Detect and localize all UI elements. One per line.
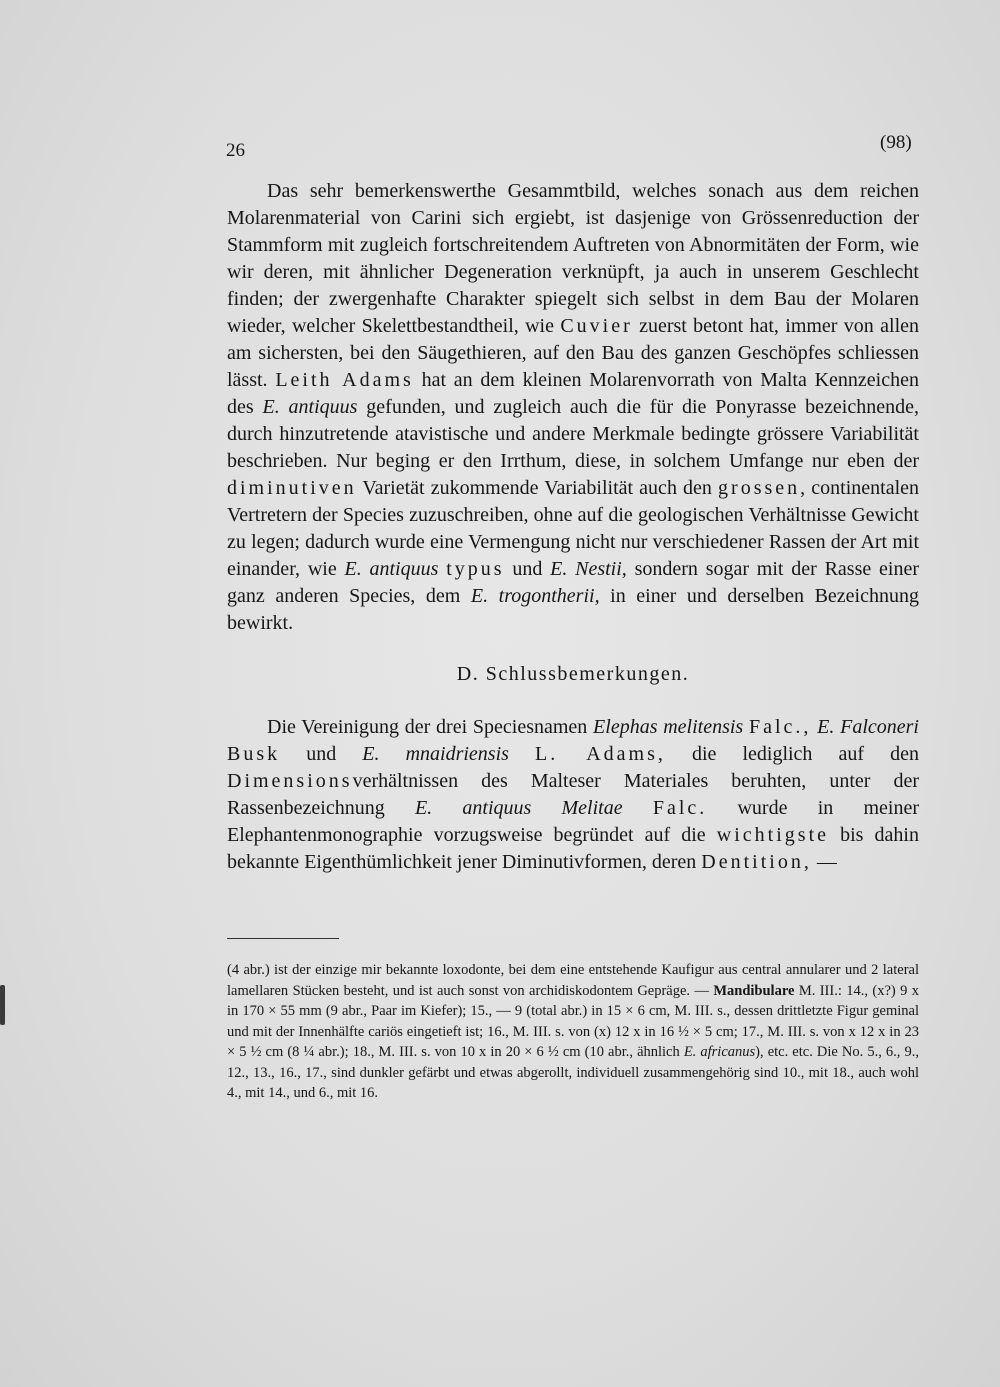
- emphasis-dentition: Dentition,: [701, 851, 812, 873]
- text-run: , continentalen Vertretern der Species zuzuschreiben, ohne auf die geologischen Verhältnisse Gewicht zu legen; dadurch wurde eine Vermengung nicht nur verschiedener Rassen der Art mit einander, wie: [227, 477, 920, 580]
- author-name-cuvier: Cuvier: [560, 315, 633, 337]
- species-name: E. mnaidriensis: [362, 743, 509, 765]
- text-run: —: [811, 851, 837, 873]
- original-page-number: (98): [880, 132, 912, 153]
- emphasis-diminutiven: diminutiven: [227, 477, 357, 499]
- species-name: E. africanus: [683, 1044, 756, 1060]
- emphasis-wichtigste: wichtigste: [716, 824, 830, 846]
- species-name: Elephas melitensis: [593, 716, 744, 738]
- text-run: und: [504, 558, 551, 580]
- text-run: zuerst betont hat, immer von allen am sichersten, bei den Säugethieren, auf den Bau des ganzen Geschöpfes schliessen lässt.: [227, 315, 919, 391]
- text-run: die lediglich auf den: [665, 743, 919, 765]
- emphasis-typus: typus: [446, 558, 505, 580]
- text-run: gefunden, und zugleich auch die für die Ponyrasse bezeichnende, durch hinzutretende atavistische und andere Merkmale bedingte grössere Variabilität beschrieben. Nur beging er den Irrthum, diese, in solchem Umfange nur eben der: [227, 396, 919, 472]
- text-run: in einer und derselben Bezeichnung bewirkt.: [227, 585, 919, 634]
- author-name-leith-adams: Leith Adams: [275, 369, 414, 391]
- author-name-busk: Busk: [227, 743, 281, 765]
- author-name-l-adams: L. Adams,: [535, 743, 666, 765]
- scan-binding-shadow: [0, 985, 5, 1025]
- footnote: [227, 960, 919, 1104]
- text-run: hat an dem kleinen Molarenvorrath von Malta Kennzeichen des: [227, 369, 919, 418]
- author-name-falc: Falc.,: [748, 716, 812, 738]
- emphasis-dimensions: Dimensions: [227, 770, 353, 792]
- species-name: E. Nestii,: [550, 558, 627, 580]
- text-run: ), etc. etc. Die No. 5., 6., 9., 12., 13., 16., 17., sind dunkler gefärbt und etwas abgerollt, individuell zusammengehörig sind 10., mit 18., auch wohl 4., mit 14., und 6., mit 16.: [227, 1044, 919, 1101]
- page-number: 26: [226, 140, 245, 161]
- paragraph-vereinigung: [227, 714, 919, 876]
- section-heading: D. Schlussbemerkungen.: [456, 663, 690, 685]
- text-run: und: [280, 743, 363, 765]
- text-run: wurde in meiner Elephantenmonographie vorzugsweise begründet auf die: [227, 797, 919, 846]
- species-name: E. antiquus Melitae: [414, 797, 623, 819]
- species-name: E. Falconeri: [817, 716, 919, 738]
- species-name: E. antiquus: [344, 558, 439, 580]
- text-run: Varietät zukommende Variabilität auch den: [356, 477, 719, 499]
- text-run: bis dahin bekannte Eigenthümlichkeit jener Diminutivformen, deren: [227, 824, 919, 873]
- paragraph-gesammtbild: [227, 178, 919, 637]
- species-name: E. antiquus: [262, 396, 358, 418]
- emphasis-grossen: grossen: [718, 477, 801, 499]
- term-mandibulare: Mandibulare: [713, 982, 795, 999]
- main-text: [227, 178, 919, 876]
- author-name-falc: Falc.: [652, 797, 708, 819]
- text-run: Die Vereinigung der drei Speciesnamen: [267, 716, 594, 738]
- text-run: Das sehr bemerkenswerthe Gesammtbild, welches sonach aus dem reichen Molarenmaterial von Carini sich ergiebt, ist dasjenige von Grössenreduction der Stammform mit zugleich fortschreitendem Auftreten von Abnormitäten der Form, wie wir deren, mit ähnlicher Degeneration verknüpft, ja auch in unserem Geschlecht finden; der zwergenhafte Charakter spiegelt sich selbst in dem Bau der Molaren wieder, welcher Skelettbestandtheil, wie: [227, 180, 919, 337]
- text-run: M. III.: 14., (x?) 9 x in 170 × 55 mm (9 abr., Paar im Kiefer); 15., — 9 (total abr.) in 15 × 6 cm, M. III. s., dessen drittletzte Figur geminal und mit der Innenhälfte cariös eingetieft ist; 16., M. III. s. von (x) 12 x in 16 ½ × 5 cm; 17., M. III. s. von x 12 x in 23 × 5 ½ cm (8 ¼ abr.); 18., M. III. s. von 10 x in 20 × 6 ½ cm (10 abr., ähnlich: [227, 982, 919, 1060]
- species-name: E. trogontherii,: [470, 585, 600, 607]
- text-run: sondern sogar mit der Rasse einer ganz anderen Species, dem: [227, 558, 920, 607]
- text-run: (4 abr.) ist der einzige mir bekannte loxodonte, bei dem eine entstehende Kaufigur aus central annularer und 2 lateral lamellaren Stücken besteht, und ist auch sonst von archidiskodontem Gepräge. —: [227, 962, 919, 999]
- text-run: verhältnissen des Malteser Materiales beruhten, unter der Rassenbezeichnung: [227, 770, 919, 819]
- footnote-rule: [227, 938, 339, 939]
